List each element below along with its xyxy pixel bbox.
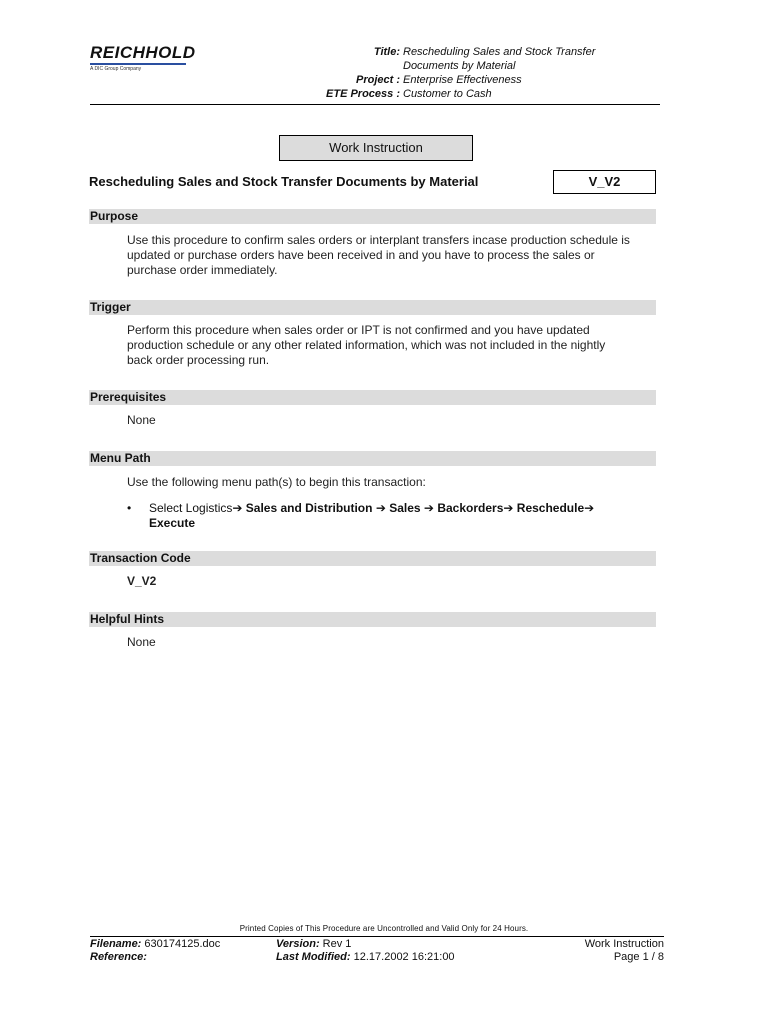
company-logo [90, 43, 196, 72]
menu-step: Execute [149, 516, 196, 530]
footer-page-info [514, 938, 664, 964]
page-number: Page 1 / 8 [613, 951, 664, 963]
version-value: Rev 1 [322, 938, 352, 950]
purpose-line: Use this procedure to confirm sales orders or interplant transfers incase production schedule is [127, 233, 630, 247]
logo-underline [90, 63, 186, 65]
trigger-text [127, 323, 657, 368]
right-arrow-icon: ➔ [375, 501, 386, 515]
transaction-code-heading: Transaction Code [89, 551, 656, 566]
modified-label: Last Modified: [276, 951, 351, 963]
title-value-line2: Documents by Material [403, 60, 516, 72]
right-arrow-icon: ➔ [503, 501, 514, 515]
trigger-line: back order processing run. [127, 353, 270, 367]
right-arrow-icon: ➔ [232, 501, 243, 515]
menu-path-bullet [127, 501, 657, 531]
header-divider [90, 104, 660, 105]
title-label: Title: [373, 46, 400, 58]
logo-tagline: A DIC Group Company [90, 66, 142, 72]
helpful-hints-heading: Helpful Hints [89, 612, 656, 627]
right-arrow-icon: ➔ [423, 501, 434, 515]
purpose-line: updated or purchase orders have been received in and you have to process the sales or [127, 248, 595, 262]
menu-step: Sales and Distribution [245, 501, 373, 515]
version-label: Version: [276, 938, 320, 950]
document-type-box: Work Instruction [279, 135, 473, 161]
menu-select-prefix: Select Logistics [149, 501, 233, 515]
transaction-code-box: V_V2 [553, 170, 656, 194]
purpose-line: purchase order immediately. [127, 263, 278, 277]
trigger-line: Perform this procedure when sales order or IPT is not confirmed and you have updated [127, 323, 590, 337]
footer-note: Printed Copies of This Procedure are Uncontrolled and Valid Only for 24 Hours. [239, 924, 529, 933]
filename-label: Filename: [90, 938, 142, 950]
purpose-heading: Purpose [89, 209, 656, 224]
footer-doc-type: Work Instruction [584, 938, 664, 950]
process-value: Customer to Cash [403, 88, 492, 100]
menu-path-intro: Use the following menu path(s) to begin this transaction: [127, 475, 426, 489]
trigger-line: production schedule or any other related information, which was not included in the nightly [127, 338, 606, 352]
process-label: ETE Process : [326, 88, 400, 100]
modified-value: 12.17.2002 16:21:00 [353, 951, 455, 963]
trigger-heading: Trigger [89, 300, 656, 315]
menu-path-heading: Menu Path [89, 451, 656, 466]
right-arrow-icon: ➔ [584, 501, 595, 515]
logo-wordmark: REICHHOLD [90, 43, 196, 62]
menu-step: Reschedule [516, 501, 585, 515]
transaction-code-value: V_V2 [127, 574, 157, 588]
title-value-line1: Rescheduling Sales and Stock Transfer [403, 46, 596, 58]
purpose-text [127, 233, 657, 278]
project-label: Project : [355, 74, 400, 86]
menu-step: Sales [389, 501, 421, 515]
prerequisites-heading: Prerequisites [89, 390, 656, 405]
project-value: Enterprise Effectiveness [403, 74, 522, 86]
reference-label: Reference: [90, 951, 147, 963]
helpful-hints-text: None [127, 635, 156, 649]
menu-step: Backorders [437, 501, 504, 515]
bullet-icon: • [127, 501, 132, 515]
footer-version-info [276, 938, 455, 964]
footer-file-info [90, 938, 220, 964]
document-header [300, 45, 630, 101]
filename-value: 630174125.doc [144, 938, 221, 950]
document-title: Rescheduling Sales and Stock Transfer Documents by Material [89, 174, 479, 189]
prerequisites-text: None [127, 413, 156, 427]
footer-divider [90, 936, 664, 937]
